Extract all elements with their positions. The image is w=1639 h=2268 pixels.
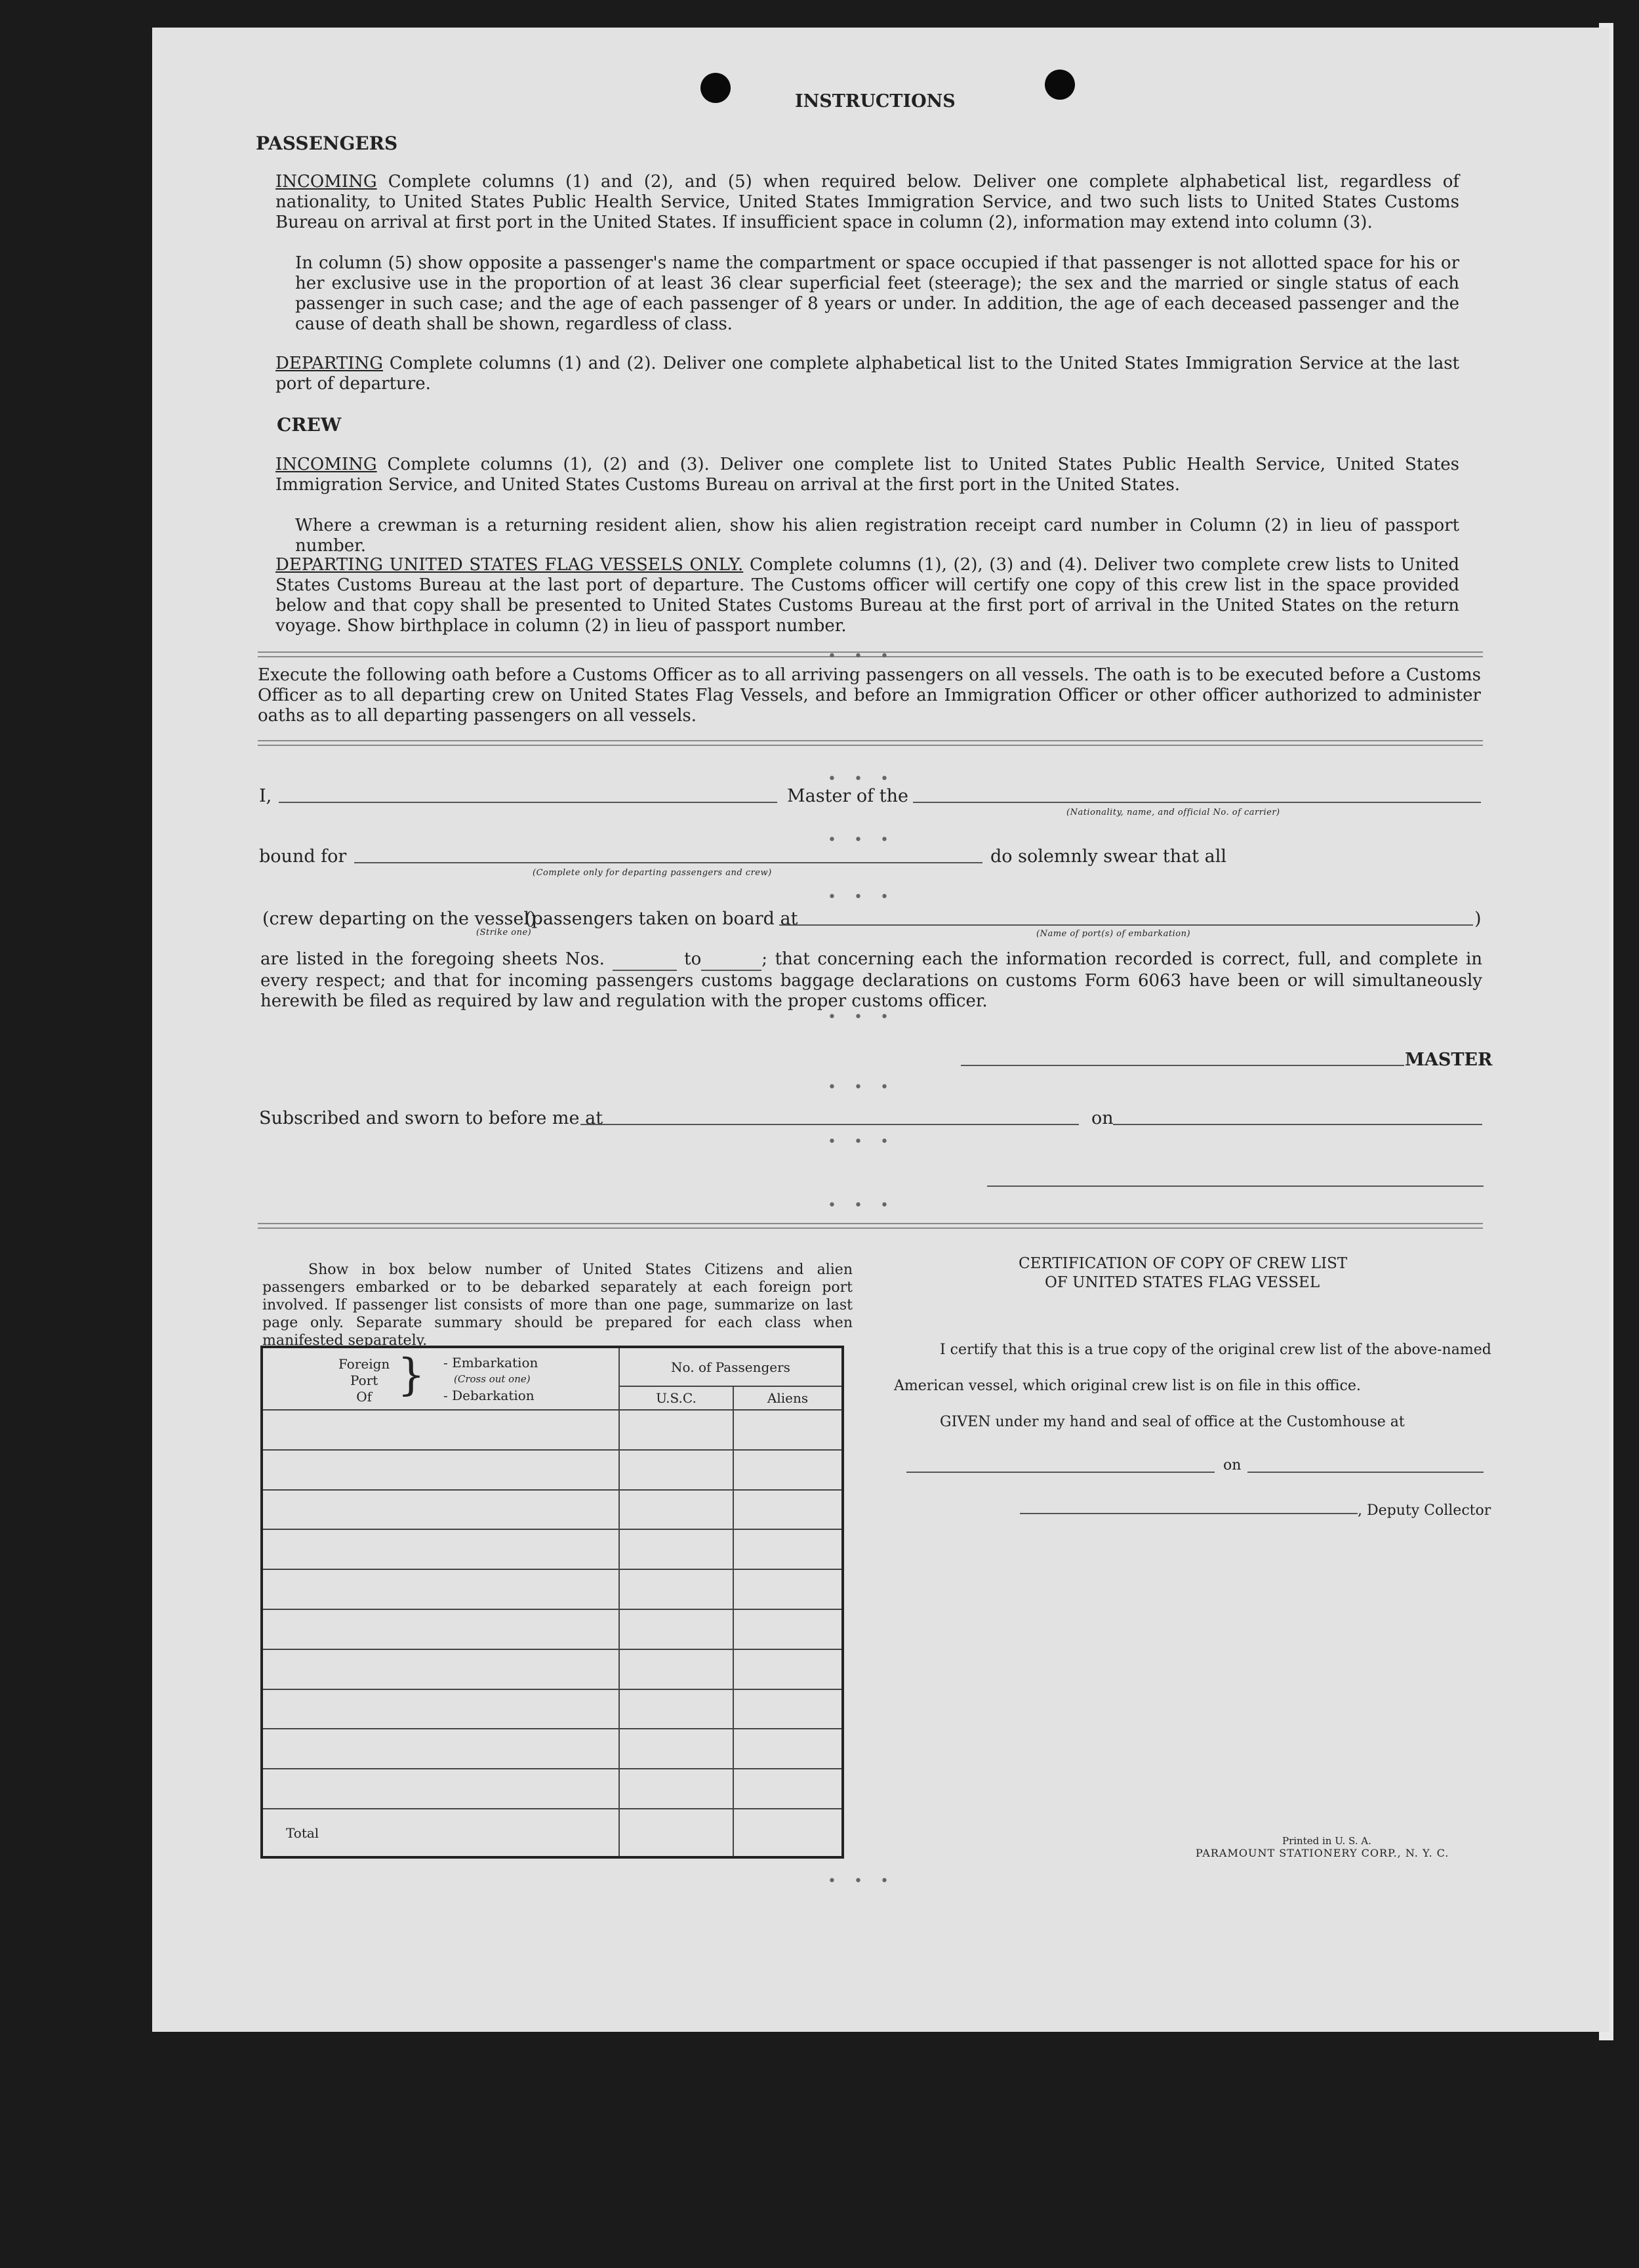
no-of-passengers-header: No. of Passengers [619, 1347, 843, 1386]
faint-dots: • • • [828, 1009, 895, 1025]
embarkation-ports-field[interactable] [779, 924, 1473, 926]
crew-resident-alien: Where a crewman is a returning resident alien, show his alien registration receipt card number in Column (2) in lieu of passport number. [295, 516, 1459, 556]
crew-heading: CREW [277, 414, 342, 436]
brace-icon: } [397, 1350, 425, 1400]
summary-instructions: Show in box below number of United States Citizens and alien passengers embarked or to be debarked separately at each foreign port involved. If passenger list consists of more than one page, summarize on last page only. Separate summary should be prepared for each class when manifested separately. [262, 1262, 853, 1349]
certification-date-field[interactable] [1247, 1472, 1484, 1473]
sworn-on-label: on [1091, 1108, 1114, 1128]
passengers-departing [275, 354, 1459, 394]
incoming-text: Complete columns (1) and (2), and (5) when required below. Deliver one complete alphabetical list, regardless of nationality, to United States Public Health Service, United States Immigration Service, and two such lists to United States Customs Bureau on arrival at first port in the United States. If insufficient space in column (2), information may extend into column (3). [275, 172, 1460, 232]
table-row [262, 1410, 843, 1450]
table-row [262, 1529, 843, 1569]
listed-text: are listed in the foregoing sheets Nos. [260, 949, 605, 969]
american-vessel-text: American vessel, which original crew list is on file in this office. [894, 1378, 1361, 1394]
aliens-header: Aliens [733, 1386, 843, 1410]
master-name-field[interactable] [279, 802, 777, 803]
certify-text: I certify that this is a true copy of the original crew list of the above-named [940, 1342, 1491, 1358]
master-label: MASTER [1405, 1050, 1493, 1070]
foreign-label: Foreign [338, 1356, 390, 1372]
total-aliens-cell[interactable] [733, 1809, 843, 1857]
passengers-incoming [275, 172, 1459, 233]
port-header-cell [262, 1347, 619, 1410]
faint-dots: • • • [828, 889, 895, 905]
faint-dots: • • • [828, 832, 895, 848]
printer-name: PARAMOUNT STATIONERY CORP., N. Y. C. [1196, 1847, 1449, 1859]
section-divider [258, 1223, 1483, 1229]
passengers-heading: PASSENGERS [256, 133, 398, 154]
faint-dots: • • • [828, 1134, 895, 1150]
faint-dots: • • • [828, 771, 895, 787]
destination-caption: (Complete only for departing passengers and crew) [533, 868, 772, 878]
master-of-the-label: Master of the [787, 786, 908, 806]
sworn-date-field[interactable] [1113, 1124, 1482, 1125]
crew-incoming [275, 455, 1459, 495]
incoming-label: INCOMING [275, 172, 377, 192]
officer-signature-field[interactable] [987, 1186, 1484, 1187]
punch-hole [1045, 70, 1075, 100]
passenger-summary-table [260, 1346, 844, 1859]
sheet-to-field[interactable] [701, 949, 761, 971]
customhouse-field[interactable] [906, 1472, 1215, 1473]
crew-incoming-text: Complete columns (1), (2) and (3). Deliver one complete list to United States Public Health Service, United States Immigration Service, and United States Customs Bureau on arrival at the first port in the United States. [275, 455, 1459, 495]
table-row [262, 1729, 843, 1769]
total-label: Total [262, 1809, 619, 1857]
cross-out-label: (Cross out one) [454, 1373, 531, 1385]
port-label: Port [350, 1372, 378, 1388]
certification-on-label: on [1223, 1457, 1242, 1474]
carrier-caption: (Nationality, name, and official No. of carrier) [1066, 808, 1280, 817]
total-usc-cell[interactable] [619, 1809, 733, 1857]
master-signature-field[interactable] [961, 1065, 1404, 1066]
oath-i-label: I, [259, 786, 272, 806]
debarkation-label: - Debarkation [443, 1388, 535, 1403]
departing-label: DEPARTING [275, 354, 383, 373]
sheet-from-field[interactable] [613, 949, 677, 971]
oath-body-text: ; that concerning each the information recorded is correct, full, and complete in every respect; and that for incoming passengers customs baggage declarations on customs Form 6063 have been or will simultaneously herewith be filed as required by law and regulation with the proper customs officer. [260, 949, 1483, 1011]
oath-statement [260, 949, 1482, 1012]
subscribed-label: Subscribed and sworn to before me at [259, 1108, 603, 1128]
crew-incoming-label: INCOMING [275, 455, 377, 474]
faint-dots: • • • [828, 1873, 895, 1889]
table-row [262, 1769, 843, 1809]
faint-dots: • • • [828, 648, 895, 665]
carrier-field[interactable] [913, 802, 1481, 803]
column5-instructions: In column (5) show opposite a passenger's name the compartment or space occupied if that passenger is not allotted space for his or her exclusive use in the proportion of at least 36 clear superficial feet (steerage); the sex and the married or single status of each passenger in such case; and the age of each passenger of 8 years or under. In addition, the age of each deceased passenger and the cause of death shall be shown, regardless of class. [295, 253, 1459, 334]
swear-label: do solemnly swear that all [990, 846, 1226, 867]
given-text: GIVEN under my hand and seal of office at the Customhouse at [940, 1414, 1405, 1430]
punch-hole [700, 73, 731, 103]
bound-for-label: bound for [259, 846, 347, 867]
faint-dots: • • • [828, 1079, 895, 1096]
total-row [262, 1809, 843, 1857]
embarkation-label: - Embarkation [443, 1355, 538, 1371]
table-row [262, 1569, 843, 1609]
crew-departing-option: (crew departing on the vessel) [262, 909, 536, 929]
deputy-collector-signature-field[interactable] [1020, 1513, 1358, 1514]
passengers-option: (passengers taken on board at [525, 909, 798, 929]
faint-dots: • • • [828, 1197, 895, 1214]
table-row [262, 1609, 843, 1649]
strike-one-caption: (Strike one) [476, 928, 532, 938]
table-row [262, 1689, 843, 1729]
usc-header: U.S.C. [619, 1386, 733, 1410]
to-label: to [684, 949, 702, 969]
table-row [262, 1490, 843, 1530]
page-title: INSTRUCTIONS [795, 91, 956, 112]
close-paren: ) [1474, 909, 1482, 929]
departing-text: Complete columns (1) and (2). Deliver one complete alphabetical list to the United States Immigration Service at the last port of departure. [275, 354, 1459, 394]
certification-heading-2: OF UNITED STATES FLAG VESSEL [1045, 1274, 1320, 1291]
table-row [262, 1450, 843, 1490]
destination-field[interactable] [354, 862, 982, 863]
of-label: Of [356, 1389, 373, 1405]
crew-departing-label: DEPARTING UNITED STATES FLAG VESSELS ONLY. [275, 555, 744, 575]
table-row [262, 1649, 843, 1689]
oath-instructions: Execute the following oath before a Customs Officer as to all arriving passengers on all vessels. The oath is to be executed before a Customs Officer as to all departing crew on United States Flag Vessels, and before an Immigration Officer or other officer authorized to administer oaths as to all departing passengers on all vessels. [258, 665, 1481, 726]
ports-caption: (Name of port(s) of embarkation) [1036, 929, 1191, 939]
crew-departing [275, 555, 1459, 636]
certification-heading-1: CERTIFICATION OF COPY OF CREW LIST [1019, 1255, 1348, 1272]
crew-departing-text: Complete columns (1), (2), (3) and (4). Deliver two complete crew lists to United States Customs Bureau at the last port of departure. The Customs officer will certify one copy of this crew list in the space provided below and that copy shall be presented to United States Customs Bureau at the first port of arrival in the United States on the return voyage. Show birthplace in column (2) in lieu of passport number. [275, 555, 1459, 636]
sworn-place-field[interactable] [580, 1124, 1079, 1125]
section-divider [258, 740, 1483, 746]
deputy-collector-label: , Deputy Collector [1358, 1502, 1491, 1519]
printed-in-label: Printed in U. S. A. [1282, 1835, 1371, 1847]
